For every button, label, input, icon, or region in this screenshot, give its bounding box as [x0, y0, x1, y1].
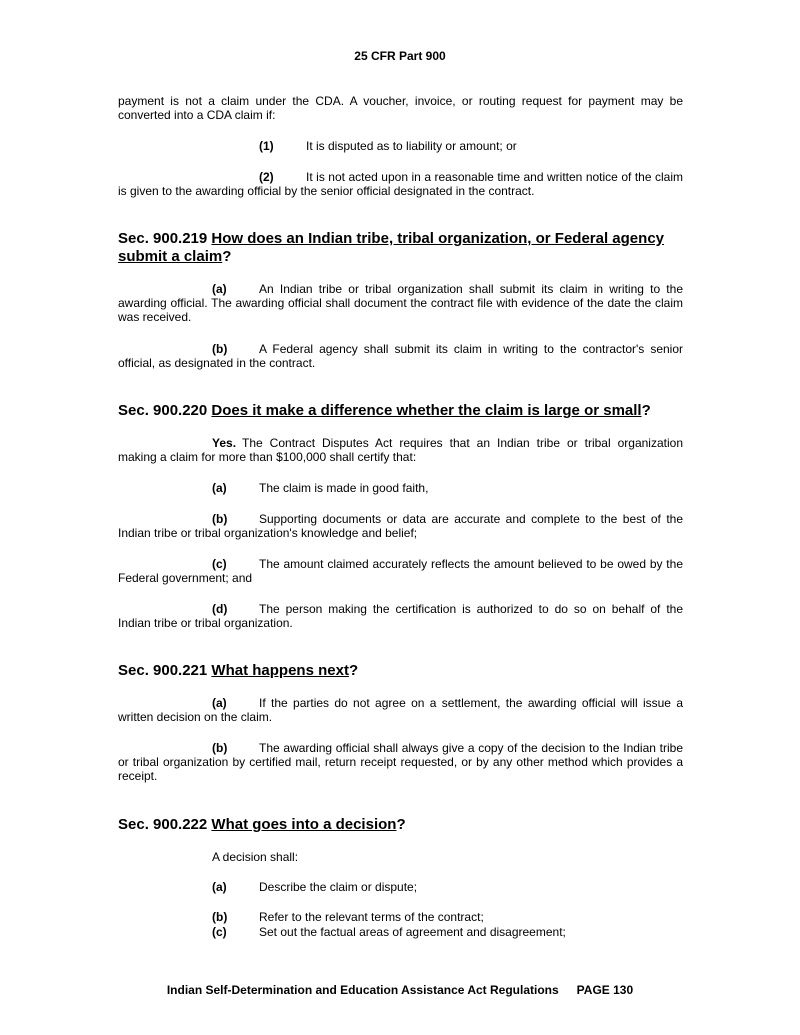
page-header: 25 CFR Part 900 [354, 49, 446, 63]
item-label: (c) [212, 925, 227, 939]
section-qmark: ? [222, 248, 232, 265]
item-label: (a) [212, 880, 227, 894]
section-heading-222 [118, 816, 688, 834]
sec219-item-b [118, 342, 683, 370]
lead-text: A decision shall: [212, 850, 299, 864]
sec222-item-c [118, 925, 683, 939]
sec222-item-a [118, 880, 683, 894]
section-qmark: ? [641, 402, 651, 419]
sec221-item-b [118, 741, 683, 783]
sec220-item-d [118, 602, 683, 630]
section-title: Does it make a difference whether the claim is large or small [211, 402, 642, 419]
section-heading-219 [118, 230, 688, 266]
page-number: PAGE 130 [576, 983, 634, 997]
section-title: How does an Indian tribe, tribal organization, or Federal agency submit a claim [118, 230, 664, 265]
section-title: What happens next [211, 662, 349, 679]
item-label: (1) [259, 139, 274, 153]
item-text: The awarding official shall always give a copy of the decision to the Indian tribe or tribal organization by certified mail, return receipt requested, or by any other method which provides a receipt. [118, 741, 683, 783]
item-label: (a) [212, 481, 227, 495]
section-heading-220 [118, 402, 688, 420]
item-text: Refer to the relevant terms of the contract; [259, 910, 484, 924]
intro-item-2 [118, 170, 683, 198]
item-text: Describe the claim or dispute; [259, 880, 418, 894]
footer-title: Indian Self-Determination and Education Assistance Act Regulations [166, 983, 559, 997]
intro-item-1 [118, 139, 683, 153]
item-label: (b) [212, 342, 228, 356]
section-number: Sec. 900.219 [118, 230, 208, 247]
item-label: (a) [212, 696, 227, 710]
item-text: Set out the factual areas of agreement and disagreement; [259, 925, 566, 939]
section-number: Sec. 900.220 [118, 402, 208, 419]
item-label: (a) [212, 282, 227, 296]
item-text: It is disputed as to liability or amount; or [306, 139, 517, 153]
item-label: (c) [212, 557, 227, 571]
intro-paragraph: payment is not a claim under the CDA. A voucher, invoice, or routing request for payment may be converted into a CDA claim if: [118, 94, 683, 122]
sec221-item-a [118, 696, 683, 724]
item-text: If the parties do not agree on a settlement, the awarding official will issue a written decision on the claim. [118, 696, 683, 724]
lead-label: Yes. [212, 436, 237, 450]
item-label: (d) [212, 602, 228, 616]
sec222-lead [118, 850, 683, 864]
sec220-item-a [118, 481, 683, 495]
item-label: (b) [212, 741, 228, 755]
item-text: The amount claimed accurately reflects the amount believed to be owed by the Federal government; and [118, 557, 683, 585]
section-qmark: ? [396, 816, 406, 833]
item-label: (2) [259, 170, 274, 184]
item-text: A Federal agency shall submit its claim in writing to the contractor's senior official, as designated in the contract. [118, 342, 683, 370]
section-number: Sec. 900.221 [118, 662, 208, 679]
sec220-item-b [118, 512, 683, 540]
lead-text: The Contract Disputes Act requires that an Indian tribe or tribal organization making a claim for more than $100,000 shall certify that: [118, 436, 683, 464]
item-text: The person making the certification is authorized to do so on behalf of the Indian tribe or tribal organization. [118, 602, 683, 630]
item-text: It is not acted upon in a reasonable time and written notice of the claim is given to the awarding official by the senior official designated in the contract. [118, 170, 683, 198]
sec219-item-a [118, 282, 683, 324]
section-number: Sec. 900.222 [118, 816, 208, 833]
item-label: (b) [212, 512, 228, 526]
sec220-lead [118, 436, 683, 464]
item-label: (b) [212, 910, 228, 924]
item-text: An Indian tribe or tribal organization shall submit its claim in writing to the awarding official. The awarding official shall document the contract file with evidence of the date the claim was received. [118, 282, 683, 324]
sec220-item-c [118, 557, 683, 585]
section-heading-221 [118, 662, 688, 680]
section-title: What goes into a decision [211, 816, 397, 833]
item-text: Supporting documents or data are accurate and complete to the best of the Indian tribe or tribal organization's knowledge and belief; [118, 512, 683, 540]
item-text: The claim is made in good faith, [259, 481, 429, 495]
page-footer [0, 983, 800, 997]
sec222-item-b [118, 910, 683, 924]
section-qmark: ? [348, 662, 359, 679]
